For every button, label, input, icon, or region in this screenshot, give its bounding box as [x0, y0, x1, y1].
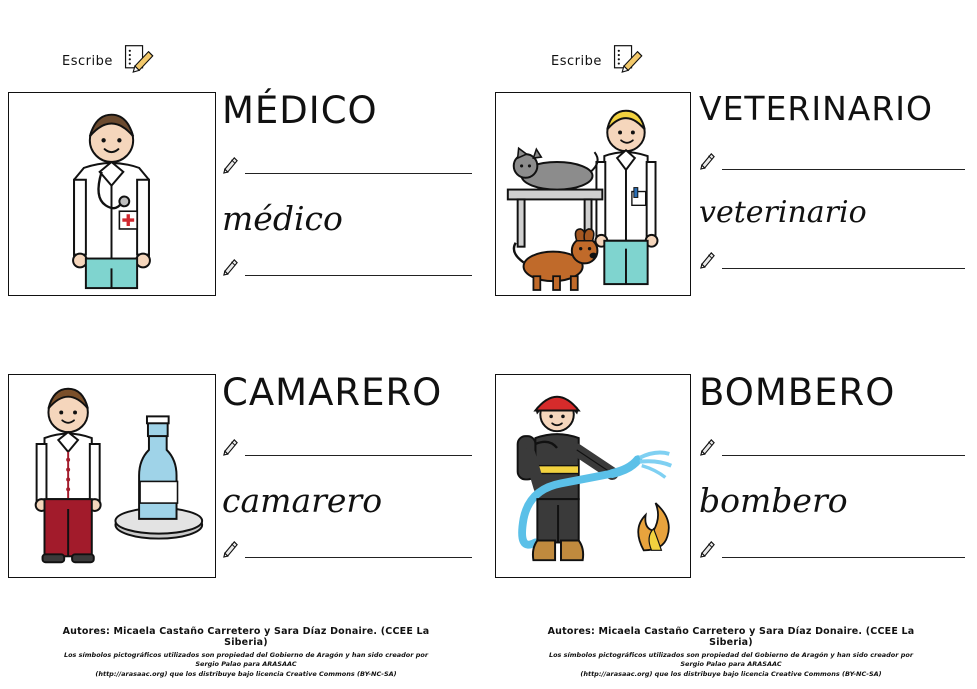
- camarero-image-frame: [8, 374, 216, 578]
- pencil-icon: [222, 437, 239, 456]
- page-left: [0, 0, 488, 689]
- medico-write-line-2[interactable]: [222, 257, 472, 276]
- camarero-script: camarero: [222, 481, 383, 520]
- camarero-write-line-1[interactable]: [222, 437, 472, 456]
- veterinario-script: veterinario: [699, 195, 867, 230]
- bombero-write-line-2[interactable]: [699, 539, 965, 558]
- footer-license-line-2: (http://arasaac.org) que los distribuye bajo licencia Creative Commons (BY-NC-SA): [580, 669, 882, 678]
- medico-title: MÉDICO: [222, 89, 378, 132]
- camarero-word-area: [222, 371, 472, 558]
- pencil-icon: [699, 539, 716, 558]
- footer-authors: Autores: Micaela Castaño Carretero y Sara Díaz Donaire. (CCEE La Siberia): [547, 626, 915, 648]
- page-right: [489, 0, 977, 689]
- pencil-icon: [699, 437, 716, 456]
- footer-license-line-2: (http://arasaac.org) que los distribuye bajo licencia Creative Commons (BY-NC-SA): [95, 669, 397, 678]
- pencil-icon: [699, 151, 716, 170]
- camarero-title: CAMARERO: [222, 371, 443, 414]
- bombero-image-frame: [495, 374, 691, 578]
- veterinario-write-line-1[interactable]: [699, 151, 965, 170]
- escribe-label: Escribe: [551, 53, 602, 69]
- footer-authors: Autores: Micaela Castaño Carretero y Sara Díaz Donaire. (CCEE La Siberia): [62, 626, 430, 648]
- escribe-header-left: [62, 44, 157, 78]
- bombero-title: BOMBERO: [699, 371, 896, 414]
- doctor-pictogram: [9, 93, 214, 294]
- escribe-label: Escribe: [62, 53, 113, 69]
- hand-writing-pencil-icon: [612, 44, 646, 78]
- waiter-pictogram: [9, 375, 214, 576]
- medico-word-area: [222, 89, 472, 276]
- camarero-write-line-2[interactable]: [222, 539, 472, 558]
- medico-script: médico: [222, 199, 343, 238]
- pencil-icon: [699, 250, 716, 269]
- hand-writing-pencil-icon: [123, 44, 157, 78]
- bombero-script: bombero: [699, 481, 848, 520]
- medico-image-frame: [8, 92, 216, 296]
- escribe-header-right: [551, 44, 646, 78]
- bombero-write-line-1[interactable]: [699, 437, 965, 456]
- footer-license-line-1: Los símbolos pictográficos utilizados son propiedad del Gobierno de Aragón y han sido creador por Sergio Palao para ARASAAC: [63, 651, 429, 669]
- veterinario-image-frame: [495, 92, 691, 296]
- veterinarian-pictogram: [496, 93, 689, 294]
- pencil-icon: [222, 257, 239, 276]
- veterinario-write-line-2[interactable]: [699, 250, 965, 269]
- footer-left: [56, 626, 436, 679]
- firefighter-pictogram: [496, 375, 689, 576]
- veterinario-word-area: [699, 89, 965, 269]
- bombero-word-area: [699, 371, 965, 558]
- veterinario-title: VETERINARIO: [699, 89, 933, 128]
- pencil-icon: [222, 539, 239, 558]
- footer-right: [541, 626, 921, 679]
- medico-write-line-1[interactable]: [222, 155, 472, 174]
- pencil-icon: [222, 155, 239, 174]
- footer-license-line-1: Los símbolos pictográficos utilizados son propiedad del Gobierno de Aragón y han sido creador por Sergio Palao para ARASAAC: [548, 651, 914, 669]
